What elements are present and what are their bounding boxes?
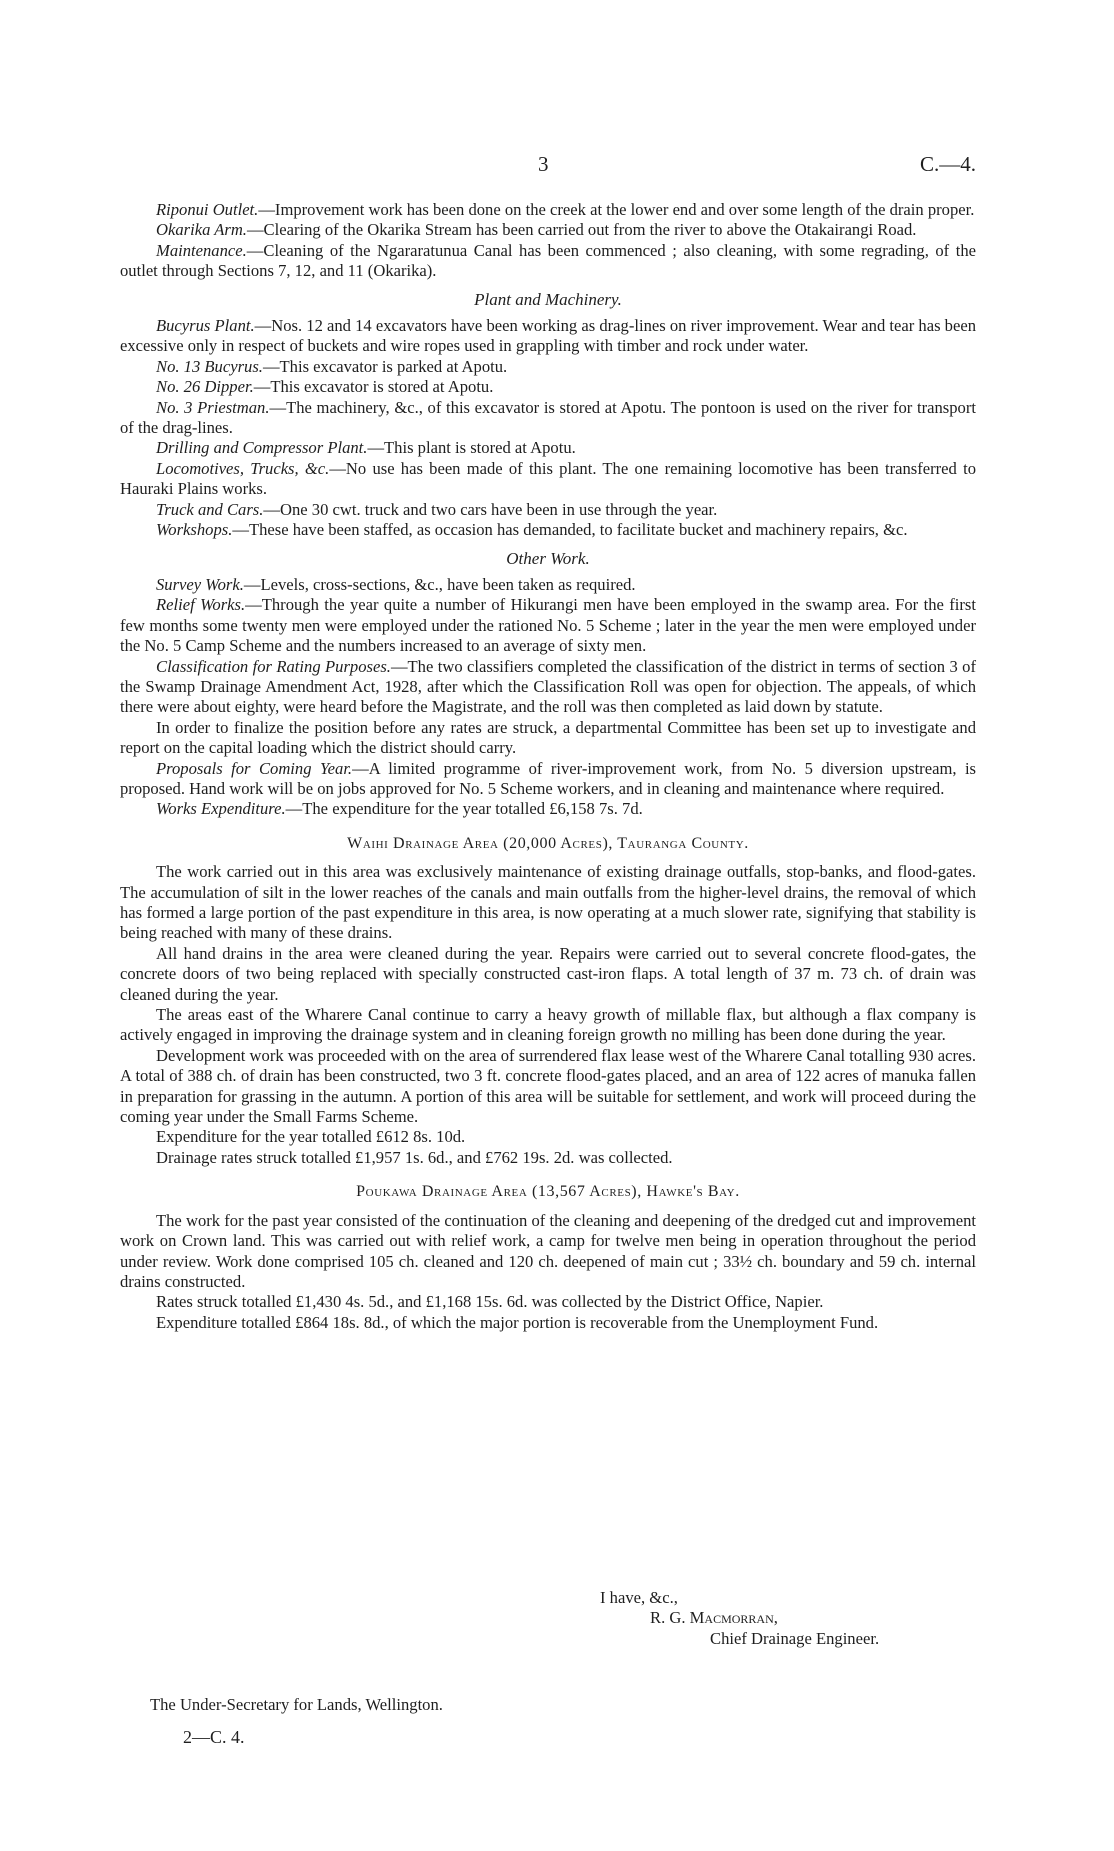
paragraph-poukawa-3: Expenditure totalled £864 18s. 8d., of which the major portion is recoverable from the Unemployment Fund. [156, 1312, 879, 1332]
paragraph-workshops: Workshops.—These have been staffed, as occasion has demanded, to facilitate bucket and machinery repairs, &c. [156, 520, 908, 540]
paragraph-no26: No. 26 Dipper.—This excavator is stored at Apotu. [156, 377, 494, 397]
paragraph-finalize: In order to finalize the position before any rates are struck, a departmental Committee has been set up to investigate and report on the capital loading which the district should carry. [120, 717, 976, 758]
addressee: The Under-Secretary for Lands, Wellington. [150, 1695, 443, 1714]
paragraph-no3: No. 3 Priestman.—The machinery, &c., of this excavator is stored at Apotu. The pontoon is used on the river for transport of the drag-lines. [120, 397, 976, 438]
paragraph-maintenance: Maintenance.—Cleaning of the Ngararatunua Canal has been commenced ; also cleaning, with some regrading, of the outlet through Sections 7, 12, and 11 (Okarika). [120, 240, 976, 281]
paragraph-survey: Survey Work.—Levels, cross-sections, &c., have been taken as required. [156, 574, 636, 594]
page-number: 3 [538, 152, 549, 176]
paragraph-classification: Classification for Rating Purposes.—The two classifiers completed the classification of the district in terms of section 3 of the Swamp Drainage Amendment Act, 1928, after which the Classification Roll was open for objection. The appeals, of which there were about eighty, were heard before the Magistrate, and the roll was then completed as laid down by statute. [120, 656, 977, 717]
paragraph-poukawa-2: Rates struck totalled £1,430 4s. 5d., and £1,168 15s. 6d. was collected by the District Office, Napier. [156, 1292, 824, 1312]
paragraph-waihi-4: Development work was proceeded with on the area of surrendered flax lease west of the Wharere Canal totalling 930 acres. A total of 388 ch. of drain has been constructed, two 3 ft. concrete flood-gates placed, and an area of 122 acres of manuka fallen in preparation for grassing in the autumn. A portion of this area will be suitable for settlement, and work will proceed during the coming year under the Small Farms Scheme. [120, 1045, 976, 1127]
paragraph-locomotives: Locomotives, Trucks, &c.—No use has been made of this plant. The one remaining locomotive has been transferred to Hauraki Plains works. [120, 458, 976, 499]
heading-waihi: Waihi Drainage Area (20,000 Acres), Tauranga County. [347, 834, 749, 852]
paragraph-waihi-1: The work carried out in this area was exclusively maintenance of existing drainage outfalls, stop-banks, and flood-gates. The accumulation of silt in the lower reaches of the canals and main outfalls from the higher-level drains, the removal of which has formed a large portion of the past expenditure in this area, is now operating at a much slower rate, signifying that stability is being reached with many of these drains. [120, 862, 976, 943]
heading-plant-machinery: Plant and Machinery. [474, 289, 622, 309]
paragraph-waihi-5: Expenditure for the year totalled £612 8s. 10d. [156, 1127, 466, 1147]
paragraph-waihi-6: Drainage rates struck totalled £1,957 1s. 6d., and £762 19s. 2d. was collected. [156, 1147, 673, 1167]
signature-name: R. G. Macmorran, [650, 1608, 778, 1628]
page-header [120, 152, 976, 182]
paragraph-relief: Relief Works.—Through the year quite a number of Hikurangi men have been employed in the swamp area. For the first few months some twenty men were employed under the rationed No. 5 Scheme ; later in the year the men were employed under the No. 5 Camp Scheme and the numbers increased to an average of sixty men. [120, 595, 976, 656]
paragraph-proposals: Proposals for Coming Year.—A limited programme of river-improvement work, from No. 5 diversion upstream, is proposed. Hand work will be on jobs approved for No. 5 Scheme workers, and in cleaning and maintenance where required. [120, 758, 977, 798]
paragraph-poukawa-1: The work for the past year consisted of the continuation of the cleaning and deepening of the dredged cut and improvement work on Crown land. This was carried out with relief work, a camp for twelve men being in operation throughout the period under review. Work done comprised 105 ch. cleaned and 120 ch. deepened of main cut ; 33½ ch. boundary and 59 ch. internal drains constructed. [120, 1210, 976, 1291]
signature-closing: I have, &c., [600, 1588, 678, 1607]
signature-title: Chief Drainage Engineer. [710, 1628, 880, 1648]
document-body [120, 200, 976, 1333]
heading-poukawa: Poukawa Drainage Area (13,567 Acres), Hawke's Bay. [356, 1183, 740, 1201]
paragraph-no13: No. 13 Bucyrus.—This excavator is parked at Apotu. [156, 356, 508, 376]
paragraph-okarika: Okarika Arm.—Clearing of the Okarika Stream has been carried out from the river to above the Otakairangi Road. [156, 220, 917, 240]
paragraph-riponui: Riponui Outlet.—Improvement work has been done on the creek at the lower end and over some length of the drain proper. [156, 200, 975, 219]
paragraph-waihi-3: The areas east of the Wharere Canal continue to carry a heavy growth of millable flax, but although a flax company is actively engaged in improving the drainage system and in cleaning foreign growth no milling has been done during the year. [120, 1005, 976, 1045]
footer-reference: 2—C. 4. [183, 1727, 245, 1747]
document-reference: C.—4. [919, 152, 976, 176]
paragraph-expenditure: Works Expenditure.—The expenditure for the year totalled £6,158 7s. 7d. [156, 799, 643, 819]
heading-other-work: Other Work. [506, 548, 590, 568]
paragraph-bucyrus-plant: Bucyrus Plant.—Nos. 12 and 14 excavators have been working as drag-lines on river improvement. Wear and tear has been excessive only in respect of buckets and wire ropes used in grappling with timber and rock under water. [120, 316, 977, 356]
paragraph-truck-cars: Truck and Cars.—One 30 cwt. truck and two cars have been in use through the year. [156, 499, 718, 519]
signature-block [600, 1588, 980, 1649]
paragraph-waihi-2: All hand drains in the area were cleaned during the year. Repairs were carried out to several concrete flood-gates, the concrete doors of two being replaced with specially constructed cast-iron flaps. A total length of 37 m. 73 ch. of drain was cleaned during the year. [120, 943, 976, 1004]
paragraph-drilling: Drilling and Compressor Plant.—This plant is stored at Apotu. [156, 438, 576, 458]
